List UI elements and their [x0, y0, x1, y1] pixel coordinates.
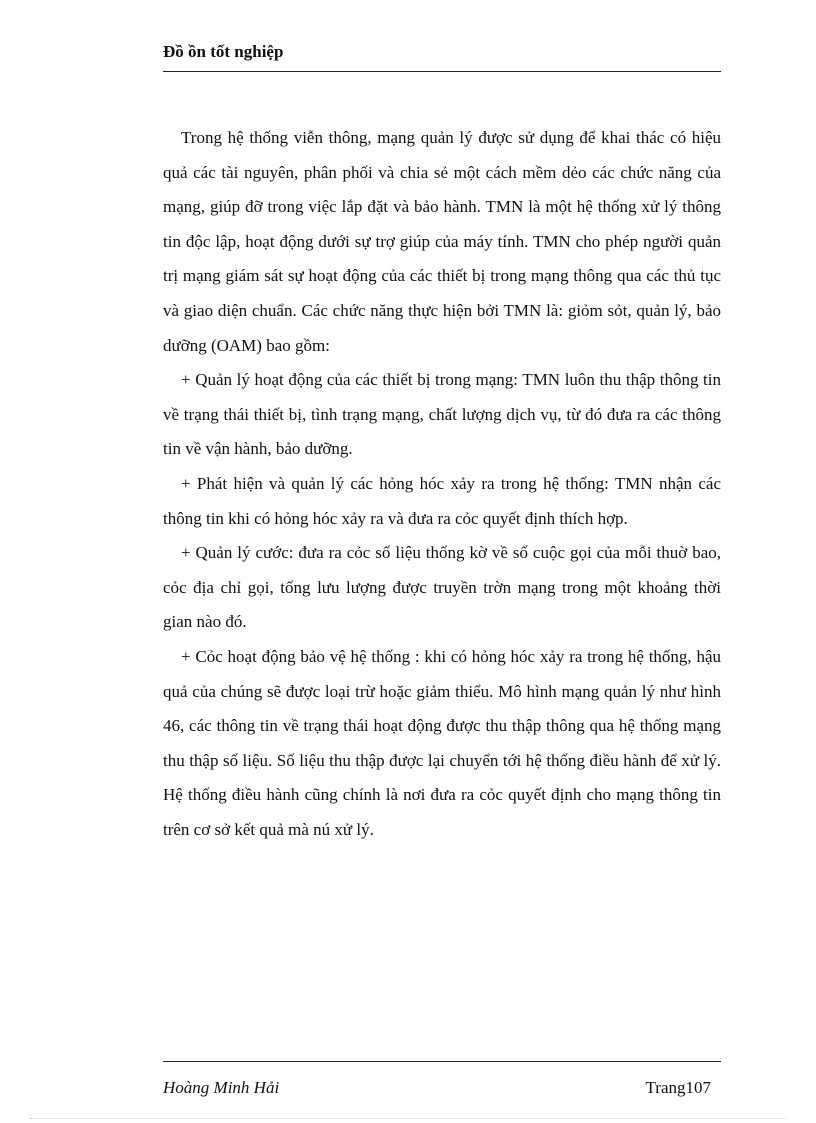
paragraph-billing-management: + Quản lý cước: đưa ra cỏc số liệu thống kờ về số cuộc gọi của mỗi thuờ bao, cỏc địa chỉ gọi, tổng lưu lượng được truyền trờn mạng trong một khoảng thời gian nào đó.	[163, 543, 721, 632]
footer-divider	[163, 1061, 721, 1062]
footer-page-number: Trang107	[645, 1078, 711, 1097]
document-body	[163, 121, 721, 847]
page-header-title: Đồ ồn tốt nghiệp	[163, 42, 284, 61]
paragraph-system-protection: + Cỏc hoạt động bảo vệ hệ thống : khi có hỏng hóc xảy ra trong hệ thống, hậu quả của chúng sẽ được loại trừ hoặc giảm thiểu. Mô hình mạng quản lý như hình 46, các thông tin về trạng thái hoạt động được thu thập thông qua hệ thống mạng thu thập số liệu. Số liệu thu thập được lại chuyển tới hệ thống điều hành để xử lý. Hệ thống điều hành cũng chính là nơi đưa ra cỏc quyết định cho mạng thông tin trên cơ sở kết quả mà nú xử lý.	[163, 646, 721, 839]
page-bottom-edge	[30, 1118, 786, 1119]
paragraph-fault-management: + Phát hiện và quản lý các hỏng hóc xảy ra trong hệ thống: TMN nhận các thông tin khi có hỏng hóc xảy ra và đưa ra cỏc quyết định thích hợp.	[163, 473, 721, 528]
paragraph-intro: Trong hệ thống viễn thông, mạng quản lý được sử dụng để khai thác có hiệu quả các tài nguyên, phân phối và chia sẻ một cách mềm dẻo các chức năng của mạng, giúp đỡ trong việc lắp đặt và bảo hành. TMN là một hệ thống xử lý thông tin độc lập, hoạt động dưới sự trợ giúp của máy tính. TMN cho phép người quản trị mạng giám sát sự hoạt động của các thiết bị trong mạng thông qua các thủ tục và giao diện chuẩn. Các chức năng thực hiện bởi TMN là: giỏm sỏt, quản lý, bảo dưỡng (OAM) bao gồm:	[163, 128, 721, 355]
footer-author: Hoàng Minh Hải	[163, 1078, 280, 1097]
paragraph-operations-management: + Quản lý hoạt động của các thiết bị trong mạng: TMN luôn thu thập thông tin về trạng thái thiết bị, tình trạng mạng, chất lượng dịch vụ, từ đó đưa ra các thông tin về vận hành, bảo dưỡng.	[163, 370, 721, 459]
header-divider	[163, 71, 721, 72]
